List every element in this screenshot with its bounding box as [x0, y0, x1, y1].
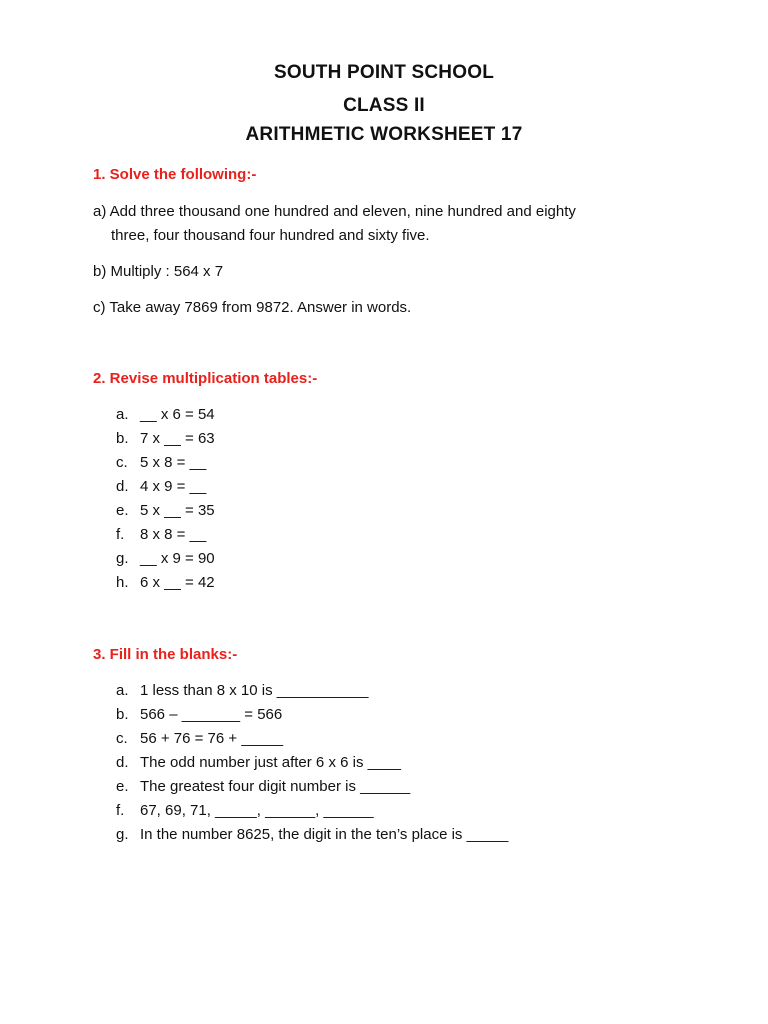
- list-item: [116, 427, 215, 451]
- question-1c: c) Take away 7869 from 9872. Answer in words.: [93, 299, 412, 316]
- worksheet-title: ARITHMETIC WORKSHEET 17: [245, 124, 523, 145]
- list-item: [116, 451, 215, 475]
- list-item: [116, 775, 508, 799]
- list-item: [116, 403, 215, 427]
- list-item-text: In the number 8625, the digit in the ten’s place is _____: [140, 826, 509, 843]
- list-item-text: 5 x __ = 35: [140, 502, 215, 519]
- school-name: SOUTH POINT SCHOOL: [274, 62, 494, 83]
- list-item-text: 7 x __ = 63: [140, 430, 215, 447]
- list-marker: e.: [116, 778, 129, 795]
- list-item-text: The greatest four digit number is ______: [140, 778, 411, 795]
- list-item-text: __ x 9 = 90: [140, 550, 215, 567]
- list-item-text: The odd number just after 6 x 6 is ____: [140, 754, 401, 771]
- list-item-text: 6 x __ = 42: [140, 574, 215, 591]
- list-item: [116, 499, 215, 523]
- question-1b: b) Multiply : 564 x 7: [93, 263, 224, 280]
- class-label: CLASS II: [343, 95, 425, 116]
- list-marker: a.: [116, 406, 129, 423]
- list-marker: f.: [116, 526, 125, 543]
- list-marker: a.: [116, 682, 129, 699]
- list-marker: d.: [116, 754, 129, 771]
- list-marker: g.: [116, 826, 129, 843]
- section-2-heading: 2. Revise multiplication tables:-: [93, 370, 318, 387]
- list-item: [116, 475, 215, 499]
- list-marker: h.: [116, 574, 129, 591]
- fill-in-blanks-list: [116, 679, 508, 847]
- section-3-heading: 3. Fill in the blanks:-: [93, 646, 238, 663]
- list-marker: d.: [116, 478, 129, 495]
- list-item: [116, 679, 508, 703]
- list-marker: f.: [116, 802, 125, 819]
- list-item: [116, 751, 508, 775]
- list-item: [116, 727, 508, 751]
- list-item-text: 5 x 8 = __: [140, 454, 207, 471]
- list-marker: e.: [116, 502, 129, 519]
- list-item-text: 67, 69, 71, _____, ______, ______: [140, 802, 374, 819]
- list-item-text: 8 x 8 = __: [140, 526, 207, 543]
- question-1a-line-2: three, four thousand four hundred and sixty five.: [111, 227, 430, 244]
- list-item: [116, 799, 508, 823]
- list-item: [116, 571, 215, 595]
- list-marker: g.: [116, 550, 129, 567]
- question-1a-line-1: a) Add three thousand one hundred and eleven, nine hundred and eighty: [93, 203, 576, 220]
- list-item-text: __ x 6 = 54: [140, 406, 215, 423]
- list-item-text: 4 x 9 = __: [140, 478, 207, 495]
- list-item: [116, 523, 215, 547]
- list-item: [116, 823, 508, 847]
- list-item: [116, 703, 508, 727]
- list-marker: c.: [116, 454, 128, 471]
- list-marker: b.: [116, 430, 129, 447]
- list-item-text: 56 + 76 = 76 + _____: [140, 730, 284, 747]
- section-1-heading: 1. Solve the following:-: [93, 166, 257, 183]
- list-marker: c.: [116, 730, 128, 747]
- multiplication-list: [116, 403, 215, 595]
- list-item: [116, 547, 215, 571]
- list-item-text: 1 less than 8 x 10 is ___________: [140, 682, 369, 699]
- list-marker: b.: [116, 706, 129, 723]
- list-item-text: 566 – _______ = 566: [140, 706, 283, 723]
